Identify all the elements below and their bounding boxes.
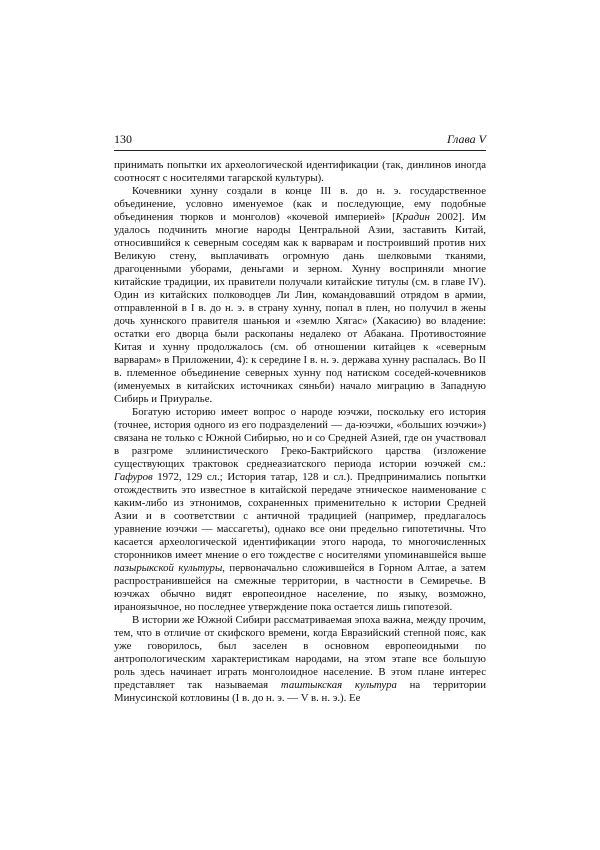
text-run: В истории же Южной Сибири рассматриваемая эпоха важна, между прочим, тем, что в отличие от скифского времени, когда Евразийский степной пояс, как уже говорилось, был заселен в основном европеоидными по антропологическим характеристикам народами, на этом этапе все большую роль здесь начинает играть монголоидное население. В этом плане интерес представляет так называемая bbox=[114, 614, 486, 691]
paragraph bbox=[114, 614, 486, 705]
text-run: Богатую историю имеет вопрос о народе юэчжи, поскольку его история (точнее, история одного из его подразделений — да-юэчжи, «больших юэчжи») связана не только с Южной Сибирью, но и со Средней Азией, где он участвовал в разгроме эллинистического Греко-Бактрийского царства (изложение существующих трактовок среднеазиатского периода истории юэчжей см.: bbox=[114, 406, 486, 470]
header-rule bbox=[114, 150, 486, 151]
paragraph bbox=[114, 406, 486, 614]
italic-text: Крадин bbox=[395, 211, 430, 223]
text-run: , первоначально сложившейся в Горном Алтае, а затем распространившейся на смежные территории, в частности в Семиречье. В юэчжах обычно видят европеоидное население, по языку, возможно, ираноязычное, но последнее утверждение пока остается лишь гипотезой. bbox=[114, 562, 486, 613]
paragraph bbox=[114, 159, 486, 185]
text-run: 1972, 129 сл.; История татар, 128 и сл.). Предпринимались попытки отождествить это известное в китайской передаче этническое наименование с каким-либо из этнонимов, сохраненных применительно к истории Средней Азии и в соответствии с античной традицией (например, предлагалось уравнение юэчжи — массагеты), однако все они предельно гипотетичны. Что касается археологической идентификации этого народа, то многочисленных сторонников имеет мнение о его тождестве с носителями упоминавшейся выше bbox=[114, 471, 486, 561]
page-number: 130 bbox=[114, 132, 132, 146]
running-header bbox=[114, 132, 486, 147]
text-run: 2002]. Им удалось подчинить многие народы Центральной Азии, заставить Китай, относившийся к северным соседям как к варварам и построивший против них Великую стену, выплачивать огромную дань шелковыми тканями, драгоценными уборами, деньгами и зерном. Хунну восприняли многие китайские традиции, их правители получали китайские титулы (см. в главе IV). Один из китайских полководцев Ли Лин, командовавший отрядом в армии, отправленной в I в. до н. э. в страну хунну, попал в плен, но получил в жены дочь хуннского правителя шаньюя и «землю Хягас» (Хакасию) во владение: остатки его дворца были раскопаны недалеко от Абакана. Противостояние Китая и хунну продолжалось (см. об отношении китайцев к «северным варварам» в Приложении, 4): к середине I в. н. э. держава хунну распалась. Во II в. племенное объединение северных хунну под натиском соседей-кочевников (именуемых в китайских источниках сяньби) начало миграцию в Западную Сибирь и Приуралье. bbox=[114, 211, 486, 405]
text-run: на территории Минусинской котловины (I в. до н. э. — V в. н. э.). Ее bbox=[114, 679, 486, 704]
text-run: Кочевники хунну создали в конце III в. до н. э. государственное объединение, условно именуемое (как и последующие, ему подобные объединения тюрков и монголов) «кочевой империей» [ bbox=[114, 185, 486, 223]
paragraph bbox=[114, 185, 486, 406]
italic-text: таштыкская культура bbox=[280, 679, 397, 691]
italic-text: Гафуров bbox=[114, 471, 153, 483]
italic-text: пазырыкской культуры bbox=[114, 562, 223, 574]
body-text bbox=[114, 159, 486, 705]
chapter-title: Глава V bbox=[446, 132, 486, 146]
text-run: принимать попытки их археологической идентификации (так, динлинов иногда соотносят с носителями тагарской культуры). bbox=[114, 159, 486, 184]
